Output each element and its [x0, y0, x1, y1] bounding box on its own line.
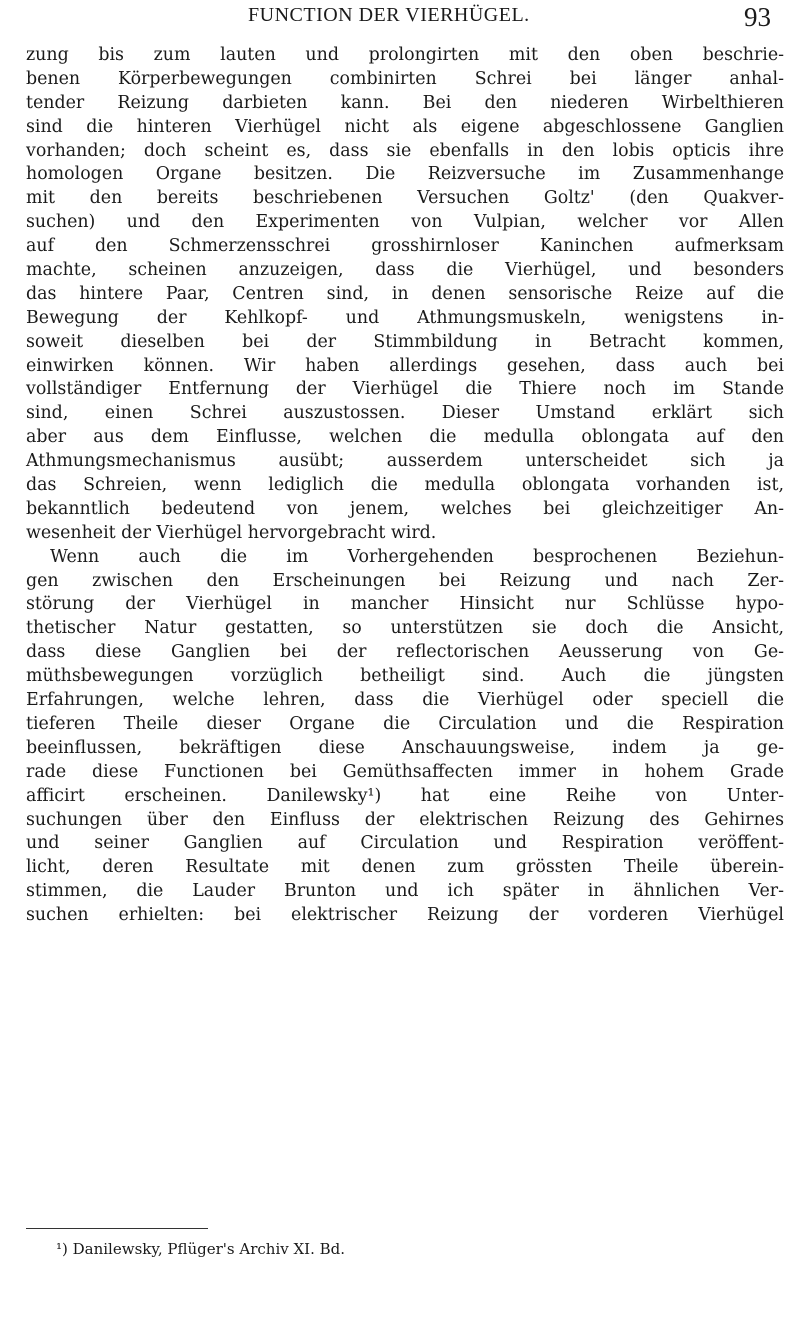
text-line: vollständiger Entfernung der Vierhügel die Thiere noch im Stande: [26, 379, 784, 400]
body-text: [26, 44, 784, 928]
text-line: Wenn auch die im Vorhergehenden besprochenen Beziehun-: [50, 546, 784, 567]
text-line: und seiner Ganglien auf Circulation und Respiration veröffent-: [26, 833, 784, 854]
text-line: das Schreien, wenn lediglich die medulla oblongata vorhanden ist,: [26, 475, 784, 496]
text-line: Bewegung der Kehlkopf- und Athmungsmuskeln, wenigstens in-: [26, 307, 784, 328]
text-line: auf den Schmerzensschrei grosshirnloser Kaninchen aufmerksam: [26, 236, 784, 257]
text-line: vorhanden; doch scheint es, dass sie ebenfalls in den lobis opticis ihre: [26, 140, 784, 161]
text-line: zung bis zum lauten und prolongirten mit den oben beschrie-: [26, 45, 784, 65]
text-line: gen zwischen den Erscheinungen bei Reizung und nach Zer-: [26, 570, 784, 591]
text-line: stimmen, die Lauder Brunton und ich später in ähnlichen Ver-: [26, 881, 784, 902]
text-line: bekanntlich bedeutend von jenem, welches bei gleichzeitiger An-: [26, 498, 784, 519]
text-line: sind, einen Schrei auszustossen. Dieser Umstand erklärt sich: [26, 403, 784, 424]
text-line: rade diese Functionen bei Gemüthsaffecten immer in hohem Grade: [26, 761, 784, 782]
text-line: machte, scheinen anzuzeigen, dass die Vierhügel, und besonders: [26, 260, 784, 281]
text-line: dass diese Ganglien bei der reflectorischen Aeusserung von Ge-: [26, 642, 784, 663]
text-line: sind die hinteren Vierhügel nicht als eigene abgeschlossene Ganglien: [26, 116, 784, 137]
text-line: thetischer Natur gestatten, so unterstützen sie doch die Ansicht,: [26, 618, 784, 639]
text-line: Athmungsmechanismus ausübt; ausserdem unterscheidet sich ja: [26, 451, 784, 472]
text-line: suchungen über den Einfluss der elektrischen Reizung des Gehirnes: [26, 809, 784, 830]
text-line: einwirken können. Wir haben allerdings gesehen, dass auch bei: [26, 355, 784, 376]
text-line: soweit dieselben bei der Stimmbildung in Betracht kommen,: [26, 331, 784, 352]
text-line: suchen) und den Experimenten von Vulpian, welcher vor Allen: [26, 212, 784, 233]
text-line: tieferen Theile dieser Organe die Circulation und die Respiration: [26, 713, 784, 734]
text-line: störung der Vierhügel in mancher Hinsicht nur Schlüsse hypo-: [26, 594, 784, 615]
text-line: benen Körperbewegungen combinirten Schrei bei länger anhal-: [26, 68, 784, 89]
text-line: das hintere Paar, Centren sind, in denen sensorische Reize auf die: [26, 283, 784, 304]
text-line: suchen erhielten: bei elektrischer Reizung der vorderen Vierhügel: [26, 905, 784, 926]
text-line: licht, deren Resultate mit denen zum grössten Theile überein-: [26, 857, 784, 878]
text-line: Erfahrungen, welche lehren, dass die Vierhügel oder speciell die: [26, 690, 784, 711]
running-head: FUNCTION DER VIERHÜGEL.: [248, 4, 530, 26]
footnote: ¹) Danilewsky, Pflüger's Archiv XI. Bd.: [56, 1240, 346, 1258]
text-line: tender Reizung darbieten kann. Bei den niederen Wirbelthieren: [26, 92, 784, 113]
text-line: homologen Organe besitzen. Die Reizversuche im Zusammenhange: [26, 164, 784, 185]
footnote-rule: [26, 1228, 208, 1229]
text-line: beeinflussen, bekräftigen diese Anschauungsweise, indem ja ge-: [26, 737, 784, 758]
text-line: müthsbewegungen vorzüglich betheiligt sind. Auch die jüngsten: [26, 666, 784, 687]
text-line: afficirt erscheinen. Danilewsky¹) hat eine Reihe von Unter-: [26, 785, 784, 806]
text-line: aber aus dem Einflusse, welchen die medulla oblongata auf den: [26, 427, 784, 448]
page-number: 93: [744, 2, 771, 32]
text-line: mit den bereits beschriebenen Versuchen Goltz' (den Quakver-: [26, 188, 784, 209]
text-line: wesenheit der Vierhügel hervorgebracht wird.: [26, 522, 437, 543]
